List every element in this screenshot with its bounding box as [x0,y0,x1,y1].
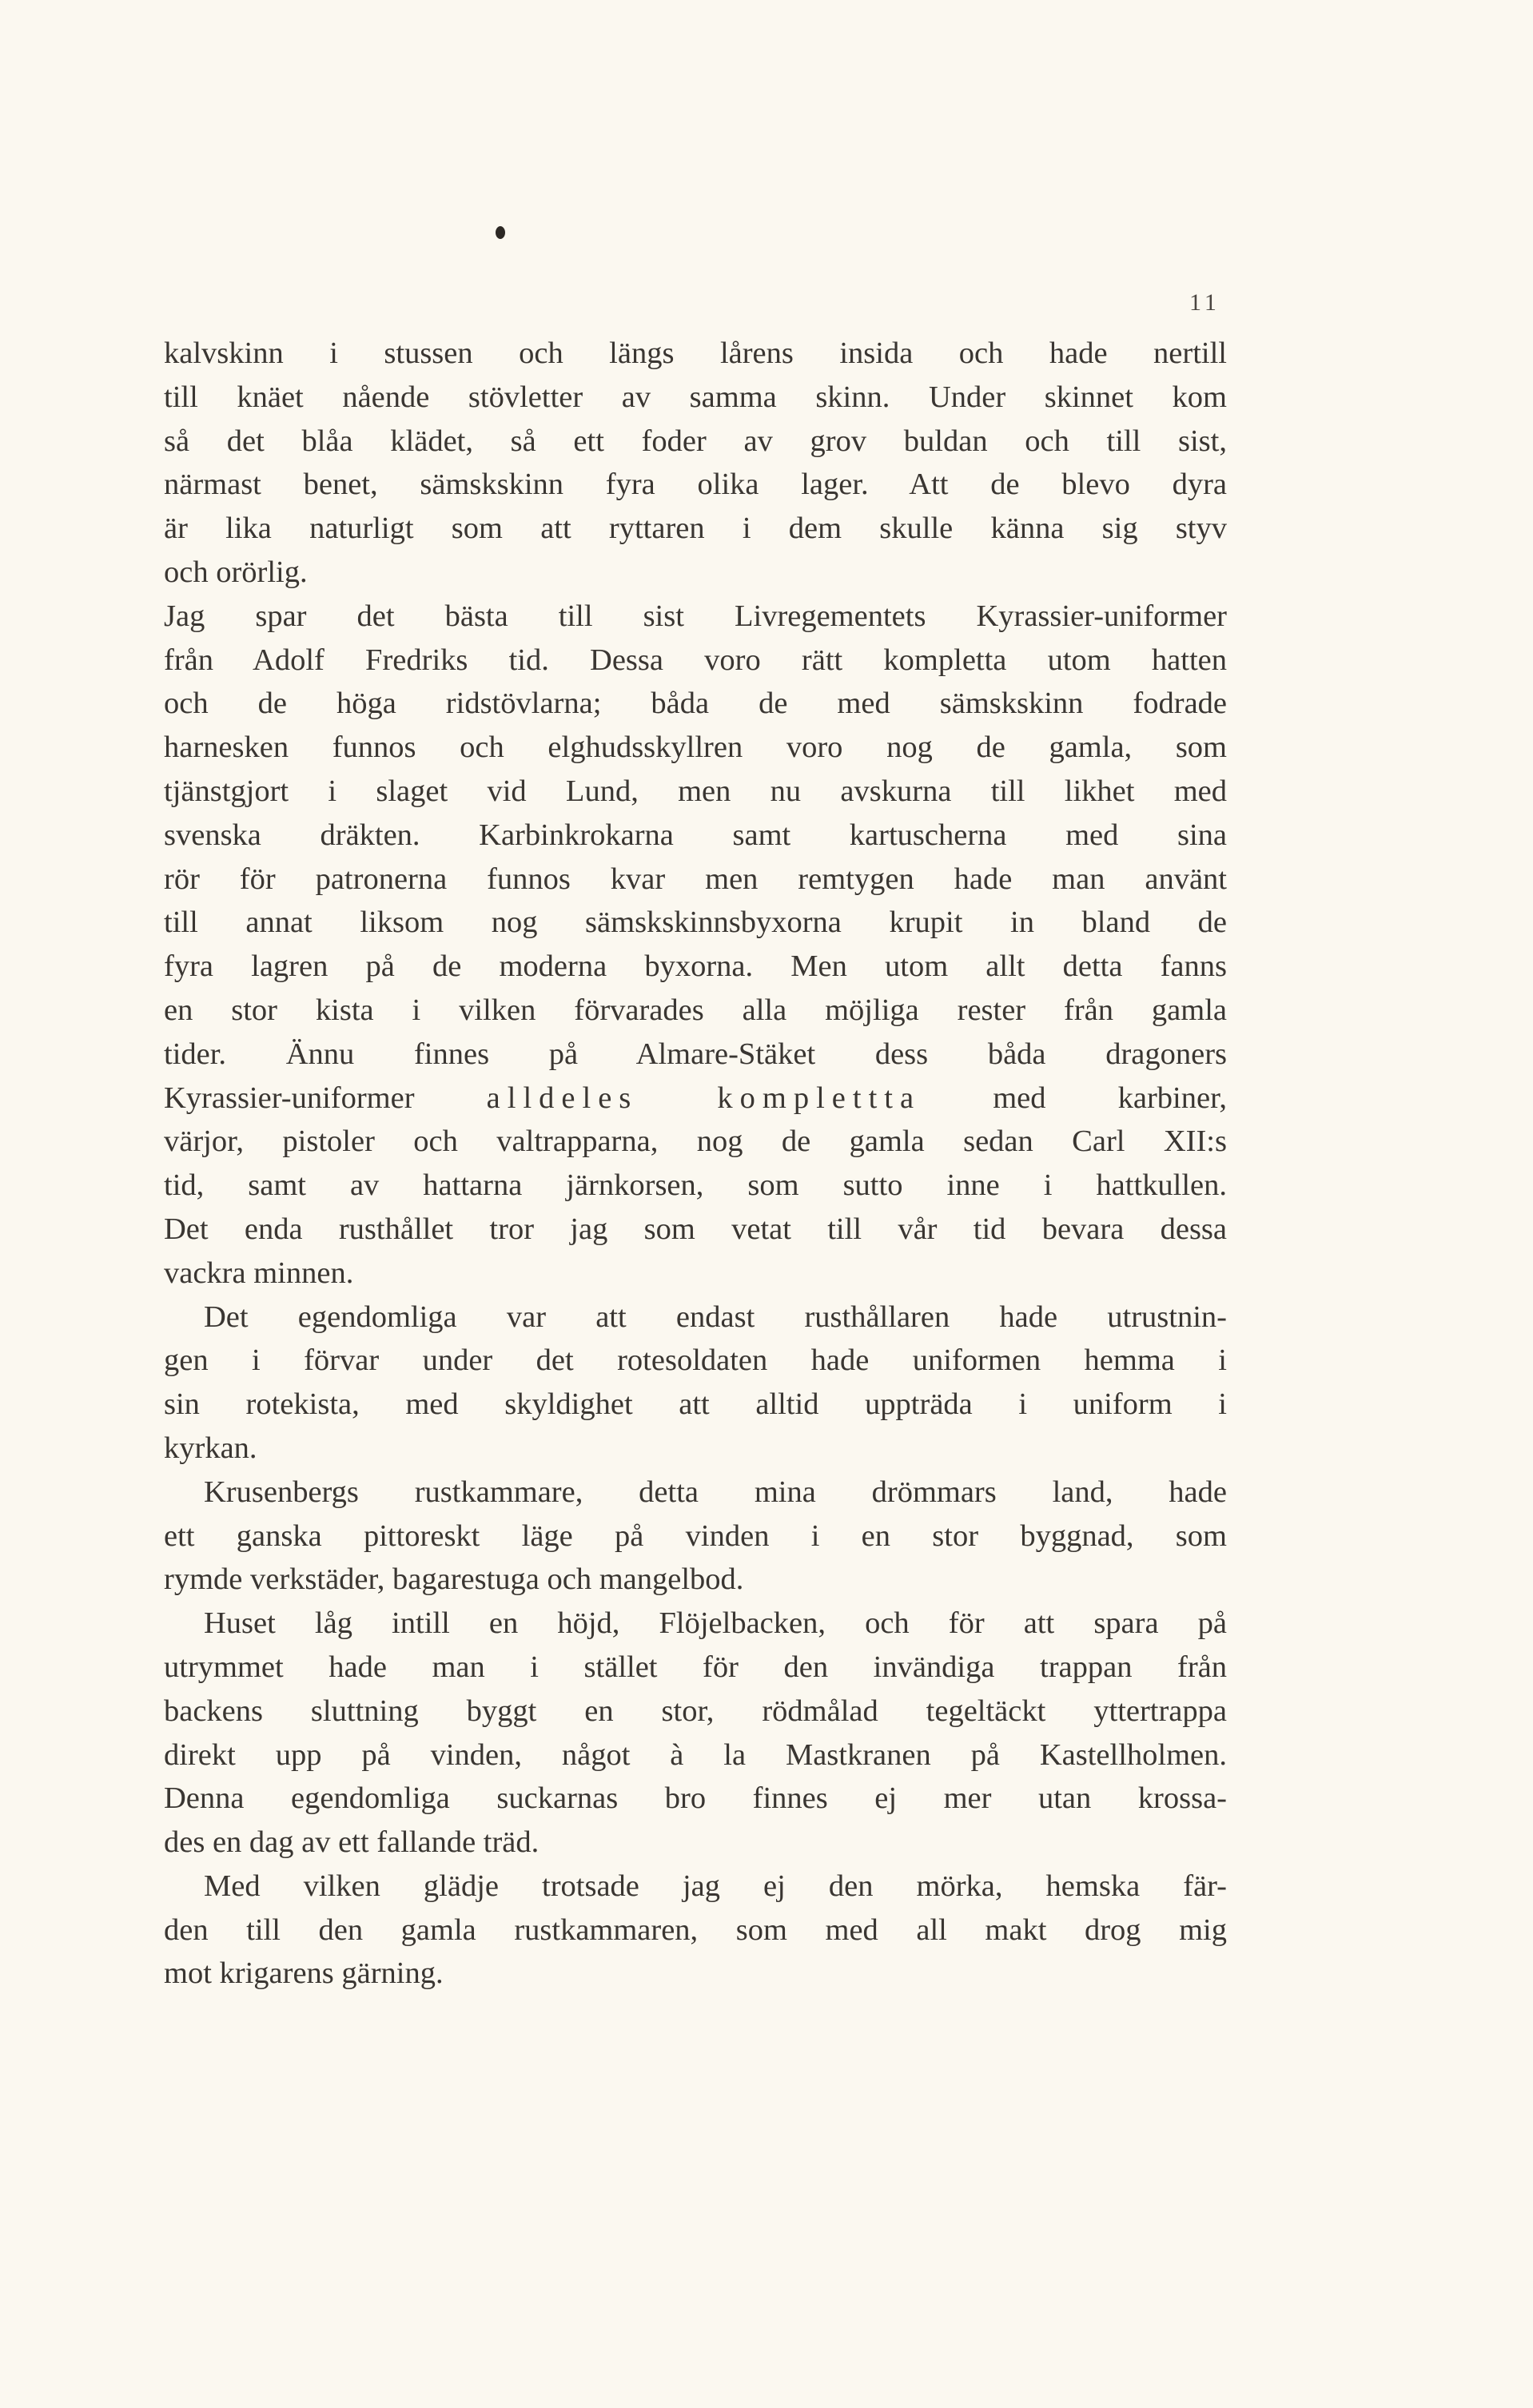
text-line: utrymmet hade man i stället för den invändiga trappan från [164,1650,1227,1684]
paragraph [164,1471,1227,1602]
text-line: så det blåa klädet, så ett foder av grov buldan och till sist, [164,424,1227,458]
text-line: från Adolf Fredriks tid. Dessa voro rätt kompletta utom hatten [164,643,1227,677]
body-text [164,332,1227,1996]
text-line: Det egendomliga var att endast rusthållaren hade utrustnin- [204,1300,1227,1334]
text-line: är lika naturligt som att ryttaren i dem skulle känna sig styv [164,511,1227,546]
text-line: ett ganska pittoreskt läge på vinden i en stor byggnad, som [164,1518,1227,1553]
text-line: Denna egendomliga suckarnas bro finnes ej mer utan krossa- [164,1781,1227,1816]
text-line: tjänstgjort i slaget vid Lund, men nu avskurna till likhet med [164,774,1227,808]
text-line: harnesken funnos och elghudsskyllren voro nog de gamla, som [164,730,1227,765]
text-line: sin rotekista, med skyldighet att alltid uppträda i uniform i [164,1387,1227,1422]
text-line: svenska dräkten. Karbinkrokarna samt kartuscherna med sina [164,818,1227,852]
text-line: tid, samt av hattarna järnkorsen, som sutto inne i hattkullen. [164,1168,1227,1203]
text-line: mot krigarens gärning. [164,1956,444,1991]
text-line: vackra minnen. [164,1256,354,1290]
paragraph [164,1296,1227,1471]
text-line: den till den gamla rustkammaren, som med all makt drog mig [164,1912,1227,1947]
text-line: till annat liksom nog sämskskinnsbyxorna krupit in bland de [164,905,1227,940]
text-line: närmast benet, sämskskinn fyra olika lager. Att de blevo dyra [164,468,1227,502]
text-line: och orörlig. [164,555,308,589]
paragraph [164,595,1227,1077]
text-line: backens sluttning byggt en stor, rödmålad tegeltäckt yttertrappa [164,1694,1227,1728]
text-line: tider. Ännu finnes på Almare-Stäket dess båda dragoners [164,1037,1227,1071]
text-line: kalvskinn i stussen och längs lårens insida och hade nertill [164,336,1227,370]
page-number: 11 [1189,289,1220,316]
text-line: en stor kista i vilken förvarades alla möjliga rester från gamla [164,993,1227,1027]
text-line: rör för patronerna funnos kvar men remtygen hade man använt [164,862,1227,896]
text-line: kyrkan. [164,1431,257,1465]
emphasized-text: alldeles komplettta [486,1081,922,1115]
text-line: Huset låg intill en höjd, Flöjelbacken, och för att spara på [204,1606,1227,1641]
text-line-spaced [164,1077,1227,1120]
paragraph [164,1077,1227,1296]
text-line: gen i förvar under det rotesoldaten hade uniformen hemma i [164,1343,1227,1378]
text-line: till knäet nående stövletter av samma skinn. Under skinnet kom [164,380,1227,414]
text-line: rymde verkstäder, bagarestuga och mangelbod. [164,1562,744,1597]
text-line: värjor, pistoler och valtrapparna, nog de gamla sedan Carl XII:s [164,1124,1227,1159]
text-line: direkt upp på vinden, något à la Mastkranen på Kastellholmen. [164,1737,1227,1772]
text-line: fyra lagren på de moderna byxorna. Men utom allt detta fanns [164,949,1227,984]
text-line: des en dag av ett fallande träd. [164,1825,540,1860]
paragraph [164,1602,1227,1865]
paragraph [164,332,1227,595]
paragraph [164,1865,1227,1996]
text-line: Med vilken glädje trotsade jag ej den mörka, hemska fär- [204,1869,1227,1903]
text-line: Krusenbergs rustkammare, detta mina drömmars land, hade [204,1475,1227,1509]
text-line: Det enda rusthållet tror jag som vetat till vår tid bevara dessa [164,1212,1227,1246]
ink-spot [496,226,505,239]
text-fragment: med karbiner, [921,1081,1227,1115]
text-line: Jag spar det bästa till sist Livregementets Kyrassier-uniformer [164,599,1227,633]
text-line: och de höga ridstövlarna; båda de med sämskskinn fodrade [164,687,1227,721]
text-fragment: Kyrassier-uniformer [164,1081,487,1115]
